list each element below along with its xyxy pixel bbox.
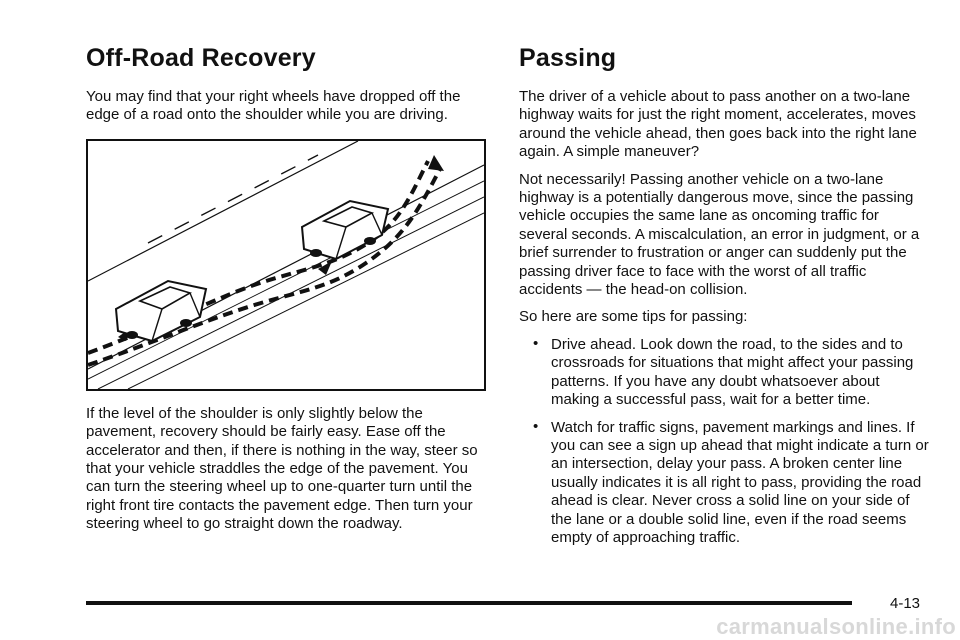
list-item <box>519 336 931 410</box>
car-2 <box>302 201 388 259</box>
intro-paragraph: You may find that your right wheels have dropped off the edge of a road onto the shoulder while you are driving. <box>86 88 461 124</box>
page-number: 4-13 <box>890 595 921 612</box>
car-1 <box>116 281 206 341</box>
passing-paragraph-1: The driver of a vehicle about to pass another on a two-lane highway waits for just the right moment, accelerates, moves around the vehicle ahead, then goes back into the right lane again. A simple maneuver? <box>519 88 917 161</box>
bullet-icon: • <box>533 417 539 435</box>
section-title-off-road-recovery: Off-Road Recovery <box>86 44 316 72</box>
left-column <box>86 42 494 534</box>
road-left-edge <box>88 141 358 281</box>
right-column <box>519 42 931 556</box>
tip-text-1: Drive ahead. Look down the road, to the sides and to crossroads for situations that might affect your passing patterns. If you have any doubt whatsoever about making a successful pass, wait for a better time. <box>551 335 914 409</box>
bullet-icon: • <box>533 334 539 352</box>
off-road-recovery-illustration <box>86 139 486 391</box>
road-diagram <box>88 141 484 389</box>
footer-rule <box>86 601 852 605</box>
list-item <box>519 419 931 548</box>
center-line-dashed <box>148 155 318 243</box>
watermark: carmanualsonline.info <box>716 614 956 639</box>
recovery-body-paragraph: If the level of the shoulder is only slightly below the pavement, recovery should be fairly easy. Ease off the accelerator and then, if there is nothing in the way, steer so that your vehicle straddles the edge of the pavement. You can turn the steering wheel up to one-quarter turn until the right front tire contacts the pavement edge. Then turn your steering wheel to go straight down the roadway. <box>86 404 478 533</box>
section-title-passing: Passing <box>519 44 617 72</box>
tip-text-2: Watch for traffic signs, pavement markings and lines. If you can see a sign up ahead that might indicate a turn or an intersection, delay your pass. A broken center line usually indicates it is all right to pass, providing the road ahead is clear. Never cross a solid line on your side of the lane or a double solid line, even if the road seems empty of approaching traffic. <box>551 418 929 546</box>
shoulder-line-1 <box>88 181 484 379</box>
passing-tips-list <box>519 336 931 547</box>
passing-paragraph-2: Not necessarily! Passing another vehicle on a two-lane highway is a potentially dangerous move, since the passing vehicle occupies the same lane as oncoming traffic for several seconds. A miscalculation, an error in judgment, or a brief surrender to frustration or anger can suddenly put the passing driver face to face with the worst of all traffic accidents — the head-on collision. <box>519 170 920 299</box>
passing-paragraph-3: So here are some tips for passing: <box>519 308 748 326</box>
arrow-3-icon <box>428 155 444 171</box>
